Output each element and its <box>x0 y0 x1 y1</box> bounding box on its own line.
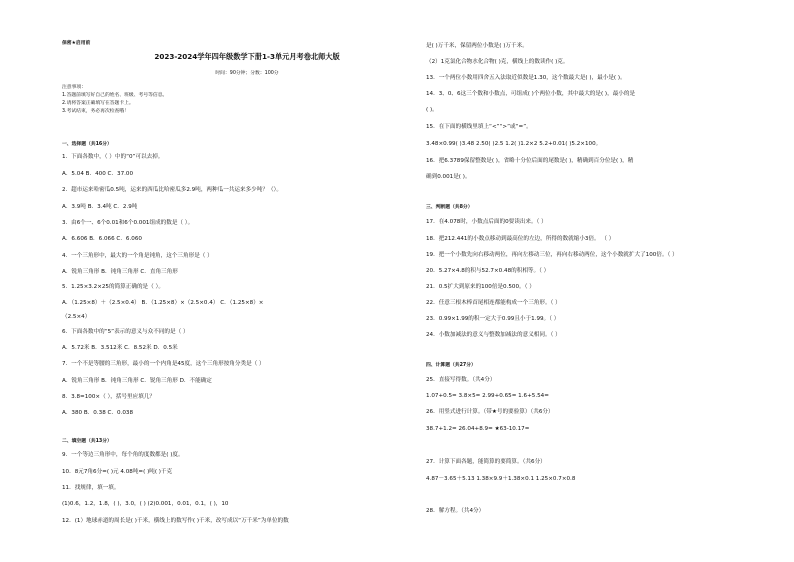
options-line: （2.5×4） <box>62 314 91 320</box>
options-line: A．5.04 B．400 C．37.00 <box>62 171 134 177</box>
question-line: 16．把6.3789保留整数是( )，省略十分位后面的尾数是( )，精确到百分位是( )，精 <box>426 158 634 164</box>
question-line: 5．1.25×3.2×25的简算正确的是（ ）。 <box>62 284 164 290</box>
question-line: 6．下面各数中的“5”表示的意义与众不同的是（ ） <box>62 329 189 335</box>
secret-label: 保密★启用前 <box>62 41 91 46</box>
question-line: 7．一个不是等腰的三角形，最小的一个内角是45度，这个三角形按角分类是（ ） <box>62 361 265 367</box>
question-line: 4．一个三角形中，最大的一个角是钝角，这个三角形是（ ） <box>62 253 213 259</box>
judge-line: 22．任意三根木棒首尾相连都能构成一个三角形。（ ） <box>426 300 561 306</box>
options-line: A．380 B．0.38 C．0.038 <box>62 410 134 416</box>
calc-line: 4.87－3.65＋5.13 1.38×9.9＋1.38×0.1 1.25×0.7×0.8 <box>426 476 576 482</box>
options-line: A．锐角三角形 B．钝角三角形 C．锐角三角形 D．不能确定 <box>62 378 212 384</box>
question-line: 2．超市运来哈密瓜0.5吨，运来的西瓜比哈密瓜多2.9吨，两种瓜一共运来多少吨？（）。 <box>62 187 282 193</box>
judge-line: 18．把212.441的小数点移动到最高位的左边，所得的数就缩小3倍。 （ ） <box>426 236 615 242</box>
options-line: A．5.72米 B．3.512米 C．8.52米 D．0.5米 <box>62 345 178 351</box>
question-line: 12．(1）地球赤道的周长是( )千米，横线上的数写作( )千米，改写成以“万千米”为单位的数 <box>62 518 289 524</box>
section-heading: 一、选择题（共16分） <box>62 142 112 147</box>
exam-meta: 时间：90分钟；分数：100分 <box>215 71 279 76</box>
notes-heading: 注意事项： <box>62 85 86 90</box>
calc-line: 25．直接写得数。（共4分） <box>426 377 496 383</box>
question-line: 3.48×0.99( )3.48 2.50( )2.5 1.2( )1.2×2 5.2+0.01( )5.2×100。 <box>426 141 602 147</box>
question-line: 8．3.8=100×（ ），括号里应填几？ <box>62 394 156 400</box>
left-column <box>62 0 432 562</box>
options-line: A．3.9吨 B．3.4吨 C．2.9吨 <box>62 204 138 210</box>
exam-title: 2023-2024学年四年级数学下册1-3单元月考卷北师大版 <box>154 52 340 61</box>
question-line: 9．一个等边三角形中，每个角的度数都是( )度。 <box>62 452 184 458</box>
judge-line: 23．0.99×1.99的积一定大于0.99且小于1.99。（ ） <box>426 316 560 322</box>
question-line: 11．找规律，填一填。 <box>62 485 120 491</box>
judge-line: 19．把一个小数先向右移动两位，再向左移动三位，再向右移动两位，这个小数就扩大了100倍。（ ） <box>426 252 678 258</box>
section-heading: 二、填空题（共13分） <box>62 439 112 444</box>
question-line: 15．在下面的横线里填上“<”“>”或“=”。 <box>426 124 532 130</box>
section-heading: 四、计算题（共27分） <box>426 363 476 368</box>
calc-line: 27．计算下面各题，能简算的要简算。（共6分） <box>426 459 546 465</box>
calc-line: 38.7+1.2= 26.04+8.9= ★63-10.17= <box>426 426 530 432</box>
question-line: 10．8元7角6分=( )元 4.08吨=( )吨( )千克 <box>62 469 173 475</box>
options-line: A．锐角三角形 B．钝角三角形 C．直角三角形 <box>62 269 178 275</box>
calc-line: 1.07+0.5= 3.8×5= 2.99+0.65= 1.6+5.54= <box>426 393 549 399</box>
calc-line: 26．用竖式进行计算。（带★号的要验算）（共6分） <box>426 409 554 415</box>
notes-item: 2.请将答案正确填写在答题卡上。 <box>62 101 134 106</box>
question-line: (1)0.6，1.2，1.8，( )，3.0，( ) (2)0.001，0.01，0.1，( )，10 <box>62 501 229 507</box>
calc-line: 28．解方程。（共4分） <box>426 508 485 514</box>
judge-line: 21．0.5扩大到原来的100倍是0.500。（ ） <box>426 284 535 290</box>
question-line: 1．下面各数中，（ ）中的“0”可以去掉。 <box>62 154 164 160</box>
question-line: 14．3、0、6这三个数和小数点，可组成( )个两位小数，其中最大的是( )，最小的是 <box>426 91 636 97</box>
notes-item: 3.考试结束，务必再次检查哦！ <box>62 109 129 114</box>
notes-item: 1.答题前填写好自己的姓名、班级、考号等信息。 <box>62 93 168 98</box>
options-line: A．6.606 B．6.066 C．6.060 <box>62 236 142 242</box>
question-line: 是( )万千米，保留两位小数是( )万千米。 <box>426 43 528 49</box>
options-line: A．（1.25×8）＋（2.5×0.4） B．（1.25×8）×（2.5×0.4） C．（1.25×8）× <box>62 300 264 306</box>
question-line: ( )。 <box>426 107 438 113</box>
judge-line: 24．小数加减法的意义与整数加减法的意义相同。（ ） <box>426 332 561 338</box>
question-line: （2）1克氯化合物水化合物( )克，横线上的数读作( )克。 <box>426 59 569 65</box>
right-column <box>426 0 794 562</box>
section-heading: 三、判断题（共8分） <box>426 205 473 210</box>
judge-line: 17．在4.078时，小数点后面的0要读出来。（ ） <box>426 219 547 225</box>
judge-line: 20．5.27×4.8的积与52.7×0.48的积相等。（ ） <box>426 268 550 274</box>
question-line: 确到0.001是( )。 <box>426 174 471 180</box>
question-line: 3．由6个一、6个0.01和6个0.001组成的数是（ ）。 <box>62 220 194 226</box>
question-line: 13．一个两位小数用四舍五入法取近似数是1.30，这个数最大是( )，最小是( )。 <box>426 75 626 81</box>
